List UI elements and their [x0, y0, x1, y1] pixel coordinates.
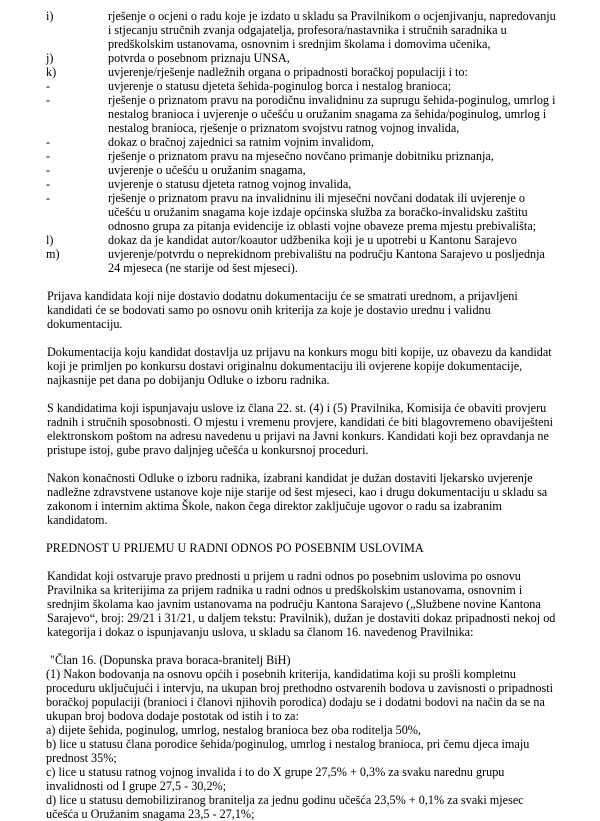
paragraph-documentation-copies: Dokumentacija koju kandidat dostavlja uz prijavu na konkurs mogu biti kopije, uz obavezu da kandidat koji je primljen po konkursu dostavi originalnu dokumentaciju ili ovjerene kopije dokumentacije, najkasnije pet dana po dobijanju Odluke o izboru radnika.: [47, 345, 552, 387]
paragraph-skills-assessment: S kandidatima koji ispunjavaju uslove iz člana 22. st. (4) i (5) Pravilnika, Komisija će obaviti provjeru radnih i stručnih sposobnosti. O mjestu i vremenu provjere, kandidati će biti blagovremeno obaviješteni elektronskom poštom na adresu navedenu u prijavi na Javni konkurs. Kandidati koji bez opravdanja ne pristupe istoj, gube pravo daljnjeg učešća u konkursnoj proceduri.: [47, 401, 554, 457]
list-item: [46, 9, 558, 51]
list-item-label: i): [46, 9, 54, 23]
list-item-label: m): [46, 247, 60, 261]
list-item-text: rješenje o ocjeni o radu koje je izdato u skladu sa Pravilnikom o ocjenjivanju, napredovanju i stjecanju stručnih zvanja odgajatelja, profesora/nastavnika i stručnih saradnika u predškolskim ustanovama, osnovnim i srednjim školama i domovima učenika,: [108, 9, 556, 51]
list-item-text: rješenje o priznatom pravu na invalidninu ili mjesečni novčani dodatak ili uvjerenje o učešću u oružanim snagama koje izdaje općinska služba za boračko-invalidsku zaštitu odnosno grupa za pitanja evidencije iz oblasti vojne obaveze prema mjestu prebivališta;: [108, 191, 537, 233]
list-item-text: uvjerenje/rješenje nadležnih organa o pripadnosti boračkoj populaciji i to:: [108, 65, 468, 79]
list-item-text: rješenje o priznatom pravu na porodičnu invalidninu za suprugu šehida-poginulog, umrlog i nestalog branioca i uvjerenje o učešću u oružanim snagama za šehida/poginulog, umrlog i nestalog branioca, rješenje o priznatom svojstvu ratnog vojnog invalida,: [108, 93, 556, 135]
list-item-text: uvjerenje o statusu djeteta šehida-poginulog borca i nestalog branioca;: [108, 79, 452, 93]
list-item: [46, 149, 558, 163]
list-item-label: -: [46, 163, 51, 177]
list-item-text: uvjerenje o statusu djeteta ratnog vojnog invalida,: [108, 177, 352, 191]
article-paragraph: (1) Nakon bodovanja na osnovu općih i posebnih kriterija, kandidatima koji su prošli kompletnu proceduru uključujući i intervju, na ukupan broj prethodno ostvarenih bodova u zavisnosti o pripadnosti boračkoj populaciji (branioci i članovi njihovih porodica) dodaju se i dodatni bodovi na način da se na ukupan broj bodova dodaje postotak od istih i to za:: [46, 667, 554, 723]
list-item-label: -: [46, 93, 51, 107]
list-item-label: -: [46, 79, 51, 93]
article-item: c) lice u statusu ratnog vojnog invalida i to do X grupe 27,5% + 0,3% za svaku narednu grupu invalidnosti od I grupe 27,5 - 30,2%;: [46, 765, 505, 793]
quoted-article: [46, 653, 558, 821]
list-item-label: -: [46, 177, 51, 191]
list-item-text: dokaz da je kandidat autor/koautor udžbenika koji je u upotrebi u Kantonu Sarajevo: [108, 233, 517, 247]
document-page: [46, 9, 558, 821]
article-item: d) lice u statusu demobiliziranog branitelja za jednu godinu učešća 23,5% + 0,1% za svaki mjesec učešća u Oružanim snagama 23,5 - 27,1%;: [46, 793, 524, 821]
list-item-label: k): [46, 65, 57, 79]
paragraph-incomplete-application: Prijava kandidata koji nije dostavio dodatnu dokumentaciju će se smatrati urednom, a prijavljeni kandidati će se bodovati samo po osnovu onih kriterija za koje je dostavio urednu i validnu dokumentaciju.: [47, 289, 518, 331]
list-item-label: -: [46, 191, 51, 205]
requirements-list: [46, 9, 558, 275]
article-item: b) lice u statusu člana porodice šehida/poginulog, umrlog i nestalog branioca, pri čemu djeca imaju prednost 35%;: [46, 737, 530, 765]
list-item-label: -: [46, 135, 51, 149]
list-item: [46, 163, 558, 177]
list-item-label: l): [46, 233, 54, 247]
list-item: [46, 79, 558, 93]
list-item: [46, 65, 558, 79]
list-item: [46, 135, 558, 149]
list-item-text: rješenje o priznatom pravu na mjesečno novčano primanje dobitniku priznanja,: [108, 149, 494, 163]
list-item-text: uvjerenje o učešću u oružanim snagama,: [108, 163, 306, 177]
list-item: [46, 93, 558, 135]
article-item: a) dijete šehida, poginulog, umrlog, nestalog branioca bez oba roditelja 50%,: [46, 723, 421, 737]
section-heading: PREDNOST U PRIJEMU U RADNI ODNOS PO POSEBNIM USLOVIMA: [46, 541, 424, 555]
list-item-text: uvjerenje/potvrdu o neprekidnom prebivalištu na području Kantona Sarajevo u posljednja 24 mjeseca (ne starije od šest mjeseci).: [108, 247, 545, 275]
list-item: [46, 247, 558, 275]
list-item-label: -: [46, 149, 51, 163]
list-item: [46, 191, 558, 233]
list-item: [46, 51, 558, 65]
list-item-text: potvrda o posebnom priznaju UNSA,: [108, 51, 290, 65]
article-title: "Član 16. (Dopunska prava boraca-branitelj BiH): [50, 653, 291, 667]
paragraph-medical-certificate: Nakon konačnosti Odluke o izboru radnika, izabrani kandidat je dužan dostaviti ljekarsko uvjerenje nadležne zdravstvene ustanove koje nije starije od šest mjeseci, kao i drugu dokumentaciju u skladu sa zakonom i internim aktima Škole, nakon čega direktor zaključuje ugovor o radu sa izabranim kandidatom.: [47, 471, 548, 527]
list-item: [46, 177, 558, 191]
list-item-label: j): [46, 51, 54, 65]
paragraph-priority-intro: Kandidat koji ostvaruje pravo prednosti u prijem u radni odnos po posebnim uslovima po osnovu Pravilnika sa kriterijima za prijem radnika u radni odnos u predškolskim ustanovama, osnovnim i srednjim školama kao javnim ustanovama na području Kantona Sarajevo („Službene novine Kantona Sarajevo“, broj: 29/21 i 31/21, u daljem tekstu: Pravilnik), dužan je dostaviti dokaz pripadnosti nekoj od kategorija i dokaz o ispunjavanju uslova, u skladu sa članom 16. navedenog Pravilnika:: [47, 569, 556, 639]
list-item: [46, 233, 558, 247]
list-item-text: dokaz o bračnoj zajednici sa ratnim vojnim invalidom,: [108, 135, 375, 149]
